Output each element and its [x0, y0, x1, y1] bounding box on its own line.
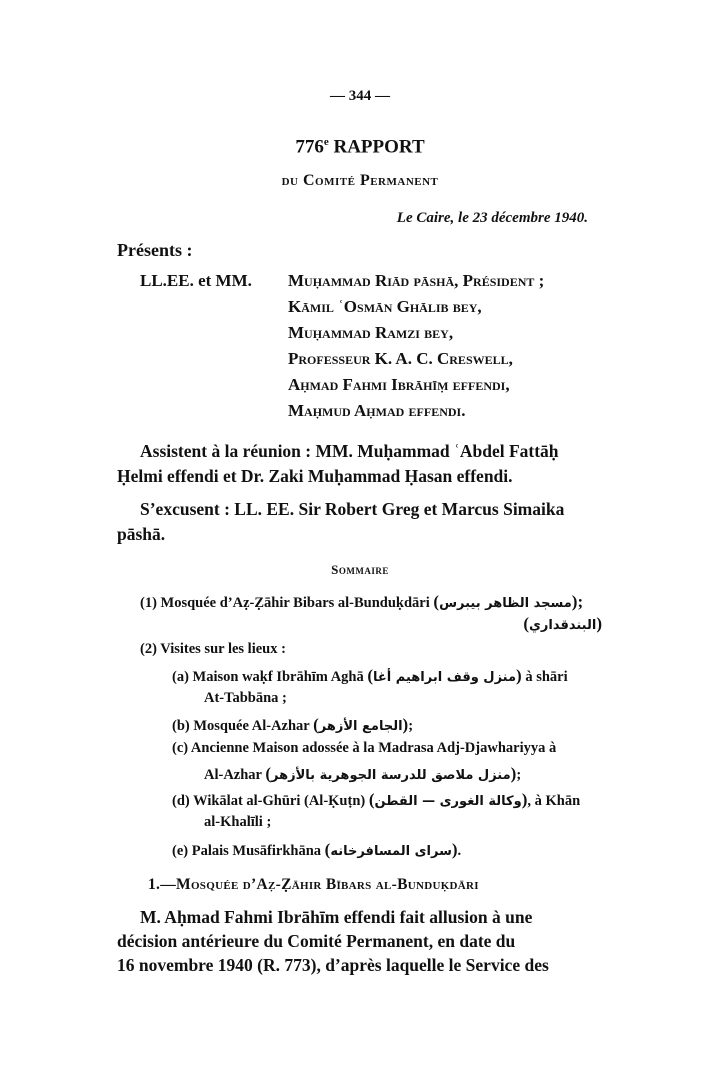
section-line-2: décision antérieure du Comité Permanent, en date du [117, 931, 516, 951]
page-number: — 344 — [330, 88, 390, 104]
report-number-suffix: e [323, 136, 329, 148]
item-2c-line-2: Al-Azhar [204, 767, 262, 783]
report-subtitle: du Comité Permanent [281, 172, 439, 189]
item-2d-line-2: al-Khalīli ; [204, 814, 272, 830]
report-number: 776 [295, 136, 324, 158]
member-3: Muḥammad Ramzi bey, [288, 323, 454, 342]
item-2a-tail: à shāri [525, 669, 568, 685]
sommaire-item-2: (2) Visites sur les lieux : [140, 641, 286, 657]
presents-label: Présents : [117, 240, 193, 260]
section-heading: 1.—Mosquée d’Aẓ-Ẓāhir Bībars al-Bunduḳdāri [148, 876, 479, 893]
report-title-word: RAPPORT [333, 136, 425, 158]
sommaire-item-2e: (e) Palais Musāfirkhāna (سراى المسافرخانه). [172, 840, 462, 859]
sommaire-item-1-cont: (البندقداري) [523, 614, 602, 633]
sommaire-heading: Sommaire [331, 562, 389, 577]
assistent-line-1: Assistent à la réunion : MM. Muḥammad ʿAbdel Fattāḥ [140, 441, 559, 461]
report-title [0, 136, 720, 158]
item-2a-text: (a) Maison waḳf Ibrāhīm Aghā [172, 669, 364, 685]
section-line-3: 16 novembre 1940 (R. 773), d’après laquelle le Service des [117, 955, 549, 975]
sommaire-item-2b: (b) Mosquée Al-Azhar (الجامع الأزهر); [172, 715, 414, 734]
section-line-1: M. Aḥmad Fahmi Ibrāhīm effendi fait allusion à une [140, 907, 533, 927]
sommaire-item-2c: (c) Ancienne Maison adossée à la Madrasa Adj-Djawhariyya à [172, 740, 557, 756]
member-5: Aḥmad Fahmi Ibrāhīṃ effendi, [288, 375, 510, 394]
item-2a-line-2: At-Tabbāna ; [204, 690, 287, 706]
assistent-line-2: Ḥelmi effendi et Dr. Zaki Muḥammad Ḥasan effendi. [117, 466, 513, 486]
excusent-line-1: S’excusent : LL. EE. Sir Robert Greg et Marcus Simaika [140, 499, 565, 519]
item-2e-text: (e) Palais Musāfirkhāna [172, 843, 322, 859]
sommaire-item-2a: (a) Maison waḳf Ibrāhīm Aghā (منزل وقف ابراهيم أغا) à shāri [172, 666, 568, 685]
member-1: Muḥammad Riād pāshā, Président ; [288, 271, 545, 290]
item-2b-tail: ; [408, 718, 414, 734]
presents-lead: LL.EE. et MM. [140, 271, 252, 290]
item-2c-arabic: منزل ملاصق للدرسة الجوهرية بالأزهر [271, 768, 511, 783]
item-2b-text: (b) Mosquée Al-Azhar [172, 718, 310, 734]
excusent-line-2: pāshā. [117, 524, 166, 544]
sommaire-item-2c-cont: Al-Azhar (منزل ملاصق للدرسة الجوهرية بالأزهر); [204, 764, 522, 783]
member-4: Professeur K. A. C. Creswell, [288, 349, 513, 368]
item-1-tail: ); [571, 592, 584, 611]
item-2c-tail: ; [516, 767, 522, 783]
item-2d-tail: , à Khān [527, 793, 581, 809]
item-2d-arabic: وكالة الغورى — القطن [374, 794, 522, 809]
item-1-text: (1) Mosquée d’Aẓ-Ẓāhir Bibars al-Bunduḳdāri [140, 595, 430, 611]
dateline: Le Caire, le 23 décembre 1940. [396, 210, 588, 226]
item-2d-text: (d) Wikālat al-Ghūri (Al-Ḳuṭn) [172, 793, 366, 809]
sommaire-item-1: (1) Mosquée d’Aẓ-Ẓāhir Bibars al-Bunduḳdāri (مسجد الظاهر بيبرس); [140, 592, 584, 611]
member-6: Maḥmud Aḥmad effendi. [288, 401, 466, 420]
item-1-arabic: مسجد الظاهر بيبرس [439, 596, 572, 611]
item-2e-tail: . [457, 843, 462, 859]
sommaire-item-2d: (d) Wikālat al-Ghūri (Al-Ḳuṭn) (وكالة الغورى — القطن), à Khān [172, 790, 581, 809]
item-1-arabic-2: البندقداري [528, 618, 597, 633]
item-1-tail-2: ) [596, 614, 602, 633]
member-2: Kāmil ʿOsmān Ghālib bey, [288, 297, 482, 316]
item-2b-arabic: الجامع الأزهر [318, 719, 403, 734]
item-2e-arabic: سراى المسافرخانه [330, 844, 452, 859]
item-2a-arabic: منزل وقف ابراهيم أغا [373, 670, 517, 685]
